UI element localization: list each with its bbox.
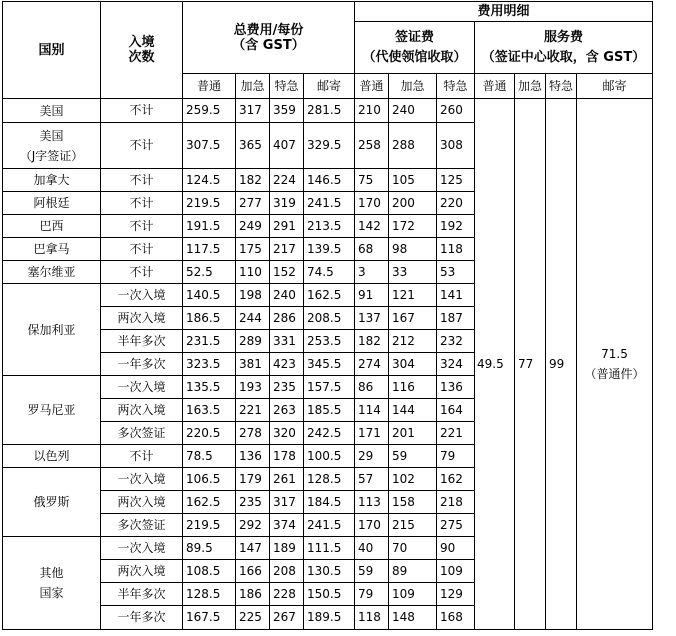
value-cell: 141 xyxy=(437,284,475,307)
value-cell: 407 xyxy=(270,123,304,169)
value-cell: 158 xyxy=(389,491,437,514)
value-cell: 70 xyxy=(389,537,437,560)
value-cell: 29 xyxy=(355,445,389,468)
value-cell: 166 xyxy=(236,560,270,583)
value-cell: 244 xyxy=(236,307,270,330)
country-cell: 俄罗斯 xyxy=(3,468,101,537)
header-detail: 费用明细 xyxy=(355,2,653,22)
value-cell: 170 xyxy=(355,192,389,215)
entry-cell: 两次入境 xyxy=(101,491,183,514)
value-cell: 128.5 xyxy=(183,583,236,606)
table-row xyxy=(3,99,653,123)
value-cell: 118 xyxy=(437,238,475,261)
value-cell: 263 xyxy=(270,399,304,422)
value-cell: 259.5 xyxy=(183,99,236,123)
value-cell: 170 xyxy=(355,514,389,537)
sub-header-cell: 普通 xyxy=(475,74,515,99)
value-cell: 79 xyxy=(355,583,389,606)
value-cell: 172 xyxy=(389,215,437,238)
value-cell: 179 xyxy=(236,468,270,491)
value-cell: 281.5 xyxy=(304,99,355,123)
entry-cell: 半年多次 xyxy=(101,583,183,606)
entry-cell: 一次入境 xyxy=(101,468,183,491)
value-cell: 220.5 xyxy=(183,422,236,445)
value-cell: 184.5 xyxy=(304,491,355,514)
sub-header-cell: 普通 xyxy=(355,74,389,99)
value-cell: 105 xyxy=(389,169,437,192)
value-cell: 116 xyxy=(389,376,437,399)
value-cell: 163.5 xyxy=(183,399,236,422)
value-cell: 142 xyxy=(355,215,389,238)
country-cell: 保加利亚 xyxy=(3,284,101,376)
country-cell: 巴拿马 xyxy=(3,238,101,261)
value-cell: 162 xyxy=(437,468,475,491)
value-cell: 308 xyxy=(437,123,475,169)
sub-header-cell: 加急 xyxy=(515,74,546,99)
value-cell: 317 xyxy=(236,99,270,123)
value-cell: 275 xyxy=(437,514,475,537)
value-cell: 146.5 xyxy=(304,169,355,192)
value-cell: 125 xyxy=(437,169,475,192)
value-cell: 200 xyxy=(389,192,437,215)
value-cell: 182 xyxy=(355,330,389,353)
value-cell: 225 xyxy=(236,606,270,630)
value-cell: 162.5 xyxy=(304,284,355,307)
value-cell: 186.5 xyxy=(183,307,236,330)
value-cell: 187 xyxy=(437,307,475,330)
value-cell: 212 xyxy=(389,330,437,353)
sub-header-cell: 特急 xyxy=(546,74,577,99)
value-cell: 89 xyxy=(389,560,437,583)
value-cell: 286 xyxy=(270,307,304,330)
value-cell: 374 xyxy=(270,514,304,537)
value-cell: 242.5 xyxy=(304,422,355,445)
value-cell: 215 xyxy=(389,514,437,537)
value-cell: 59 xyxy=(355,560,389,583)
service-normal-cell: 49.5 xyxy=(475,99,515,630)
value-cell: 75 xyxy=(355,169,389,192)
value-cell: 221 xyxy=(437,422,475,445)
value-cell: 59 xyxy=(389,445,437,468)
value-cell: 192 xyxy=(437,215,475,238)
value-cell: 235 xyxy=(270,376,304,399)
header-service-fee: 服务费 （签证中心收取，含 GST） xyxy=(475,22,653,74)
value-cell: 167.5 xyxy=(183,606,236,630)
entry-cell: 多次签证 xyxy=(101,422,183,445)
value-cell: 258 xyxy=(355,123,389,169)
value-cell: 102 xyxy=(389,468,437,491)
value-cell: 307.5 xyxy=(183,123,236,169)
entry-cell: 一次入境 xyxy=(101,376,183,399)
value-cell: 208 xyxy=(270,560,304,583)
value-cell: 162.5 xyxy=(183,491,236,514)
country-cell: 塞尔维亚 xyxy=(3,261,101,284)
value-cell: 241.5 xyxy=(304,514,355,537)
value-cell: 147 xyxy=(236,537,270,560)
value-cell: 68 xyxy=(355,238,389,261)
sub-header-cell: 特急 xyxy=(437,74,475,99)
value-cell: 267 xyxy=(270,606,304,630)
entry-cell: 一年多次 xyxy=(101,606,183,630)
value-cell: 189 xyxy=(270,537,304,560)
value-cell: 114 xyxy=(355,399,389,422)
header-total: 总费用/每份 （含 GST） xyxy=(183,2,355,74)
value-cell: 185.5 xyxy=(304,399,355,422)
value-cell: 109 xyxy=(389,583,437,606)
entry-cell: 两次入境 xyxy=(101,560,183,583)
value-cell: 319 xyxy=(270,192,304,215)
entry-cell: 不计 xyxy=(101,169,183,192)
value-cell: 219.5 xyxy=(183,514,236,537)
sub-header-cell: 邮寄 xyxy=(304,74,355,99)
value-cell: 78.5 xyxy=(183,445,236,468)
table-body xyxy=(3,99,653,630)
value-cell: 260 xyxy=(437,99,475,123)
visa-fee-table xyxy=(2,1,653,630)
entry-cell: 一次入境 xyxy=(101,537,183,560)
value-cell: 113 xyxy=(355,491,389,514)
country-cell: 加拿大 xyxy=(3,169,101,192)
value-cell: 118 xyxy=(355,606,389,630)
value-cell: 198 xyxy=(236,284,270,307)
sub-header-cell: 加急 xyxy=(236,74,270,99)
value-cell: 240 xyxy=(270,284,304,307)
sub-header-cell: 普通 xyxy=(183,74,236,99)
value-cell: 3 xyxy=(355,261,389,284)
value-cell: 40 xyxy=(355,537,389,560)
value-cell: 221 xyxy=(236,399,270,422)
value-cell: 224 xyxy=(270,169,304,192)
value-cell: 292 xyxy=(236,514,270,537)
value-cell: 137 xyxy=(355,307,389,330)
entry-cell: 不计 xyxy=(101,445,183,468)
value-cell: 189.5 xyxy=(304,606,355,630)
value-cell: 74.5 xyxy=(304,261,355,284)
value-cell: 144 xyxy=(389,399,437,422)
entry-cell: 多次签证 xyxy=(101,514,183,537)
value-cell: 191.5 xyxy=(183,215,236,238)
value-cell: 157.5 xyxy=(304,376,355,399)
value-cell: 91 xyxy=(355,284,389,307)
country-cell: 美国 （J字签证） xyxy=(3,123,101,169)
value-cell: 261 xyxy=(270,468,304,491)
value-cell: 241.5 xyxy=(304,192,355,215)
value-cell: 136 xyxy=(236,445,270,468)
value-cell: 274 xyxy=(355,353,389,376)
value-cell: 108.5 xyxy=(183,560,236,583)
value-cell: 175 xyxy=(236,238,270,261)
header-country: 国别 xyxy=(3,2,101,99)
value-cell: 253.5 xyxy=(304,330,355,353)
value-cell: 213.5 xyxy=(304,215,355,238)
service-mail-cell: 71.5 （普通件） xyxy=(577,99,653,630)
entry-cell: 两次入境 xyxy=(101,307,183,330)
value-cell: 365 xyxy=(236,123,270,169)
value-cell: 79 xyxy=(437,445,475,468)
header-entries: 入境 次数 xyxy=(101,2,183,99)
value-cell: 324 xyxy=(437,353,475,376)
service-express-cell: 77 xyxy=(515,99,546,630)
entry-cell: 不计 xyxy=(101,261,183,284)
entry-cell: 不计 xyxy=(101,192,183,215)
value-cell: 167 xyxy=(389,307,437,330)
value-cell: 128.5 xyxy=(304,468,355,491)
value-cell: 129 xyxy=(437,583,475,606)
value-cell: 320 xyxy=(270,422,304,445)
value-cell: 86 xyxy=(355,376,389,399)
value-cell: 52.5 xyxy=(183,261,236,284)
value-cell: 317 xyxy=(270,491,304,514)
value-cell: 304 xyxy=(389,353,437,376)
value-cell: 329.5 xyxy=(304,123,355,169)
entry-cell: 一次入境 xyxy=(101,284,183,307)
country-cell: 以色列 xyxy=(3,445,101,468)
value-cell: 178 xyxy=(270,445,304,468)
value-cell: 345.5 xyxy=(304,353,355,376)
value-cell: 111.5 xyxy=(304,537,355,560)
value-cell: 150.5 xyxy=(304,583,355,606)
country-cell: 美国 xyxy=(3,99,101,123)
value-cell: 106.5 xyxy=(183,468,236,491)
value-cell: 89.5 xyxy=(183,537,236,560)
value-cell: 381 xyxy=(236,353,270,376)
value-cell: 33 xyxy=(389,261,437,284)
value-cell: 136 xyxy=(437,376,475,399)
value-cell: 171 xyxy=(355,422,389,445)
value-cell: 193 xyxy=(236,376,270,399)
entry-cell: 一年多次 xyxy=(101,353,183,376)
value-cell: 219.5 xyxy=(183,192,236,215)
value-cell: 201 xyxy=(389,422,437,445)
value-cell: 232 xyxy=(437,330,475,353)
entry-cell: 半年多次 xyxy=(101,330,183,353)
entry-cell: 两次入境 xyxy=(101,399,183,422)
entry-cell: 不计 xyxy=(101,238,183,261)
value-cell: 124.5 xyxy=(183,169,236,192)
value-cell: 228 xyxy=(270,583,304,606)
value-cell: 110 xyxy=(236,261,270,284)
value-cell: 277 xyxy=(236,192,270,215)
value-cell: 186 xyxy=(236,583,270,606)
value-cell: 90 xyxy=(437,537,475,560)
value-cell: 121 xyxy=(389,284,437,307)
value-cell: 423 xyxy=(270,353,304,376)
value-cell: 130.5 xyxy=(304,560,355,583)
value-cell: 210 xyxy=(355,99,389,123)
sub-header-cell: 特急 xyxy=(270,74,304,99)
value-cell: 117.5 xyxy=(183,238,236,261)
value-cell: 220 xyxy=(437,192,475,215)
value-cell: 208.5 xyxy=(304,307,355,330)
entry-cell: 不计 xyxy=(101,215,183,238)
value-cell: 359 xyxy=(270,99,304,123)
sub-header-cell: 邮寄 xyxy=(577,74,653,99)
value-cell: 235 xyxy=(236,491,270,514)
value-cell: 164 xyxy=(437,399,475,422)
value-cell: 109 xyxy=(437,560,475,583)
value-cell: 53 xyxy=(437,261,475,284)
value-cell: 249 xyxy=(236,215,270,238)
value-cell: 135.5 xyxy=(183,376,236,399)
value-cell: 168 xyxy=(437,606,475,630)
value-cell: 288 xyxy=(389,123,437,169)
entry-cell: 不计 xyxy=(101,123,183,169)
value-cell: 182 xyxy=(236,169,270,192)
country-cell: 巴西 xyxy=(3,215,101,238)
country-cell: 罗马尼亚 xyxy=(3,376,101,445)
value-cell: 100.5 xyxy=(304,445,355,468)
value-cell: 140.5 xyxy=(183,284,236,307)
entry-cell: 不计 xyxy=(101,99,183,123)
value-cell: 289 xyxy=(236,330,270,353)
country-cell: 阿根廷 xyxy=(3,192,101,215)
value-cell: 240 xyxy=(389,99,437,123)
value-cell: 98 xyxy=(389,238,437,261)
header-visa-fee: 签证费 （代使领馆收取） xyxy=(355,22,475,74)
value-cell: 217 xyxy=(270,238,304,261)
value-cell: 148 xyxy=(389,606,437,630)
value-cell: 331 xyxy=(270,330,304,353)
value-cell: 278 xyxy=(236,422,270,445)
value-cell: 291 xyxy=(270,215,304,238)
country-cell: 其他 国家 xyxy=(3,537,101,630)
value-cell: 57 xyxy=(355,468,389,491)
value-cell: 231.5 xyxy=(183,330,236,353)
value-cell: 218 xyxy=(437,491,475,514)
sub-header-cell: 加急 xyxy=(389,74,437,99)
value-cell: 139.5 xyxy=(304,238,355,261)
value-cell: 323.5 xyxy=(183,353,236,376)
value-cell: 152 xyxy=(270,261,304,284)
service-urgent-cell: 99 xyxy=(546,99,577,630)
